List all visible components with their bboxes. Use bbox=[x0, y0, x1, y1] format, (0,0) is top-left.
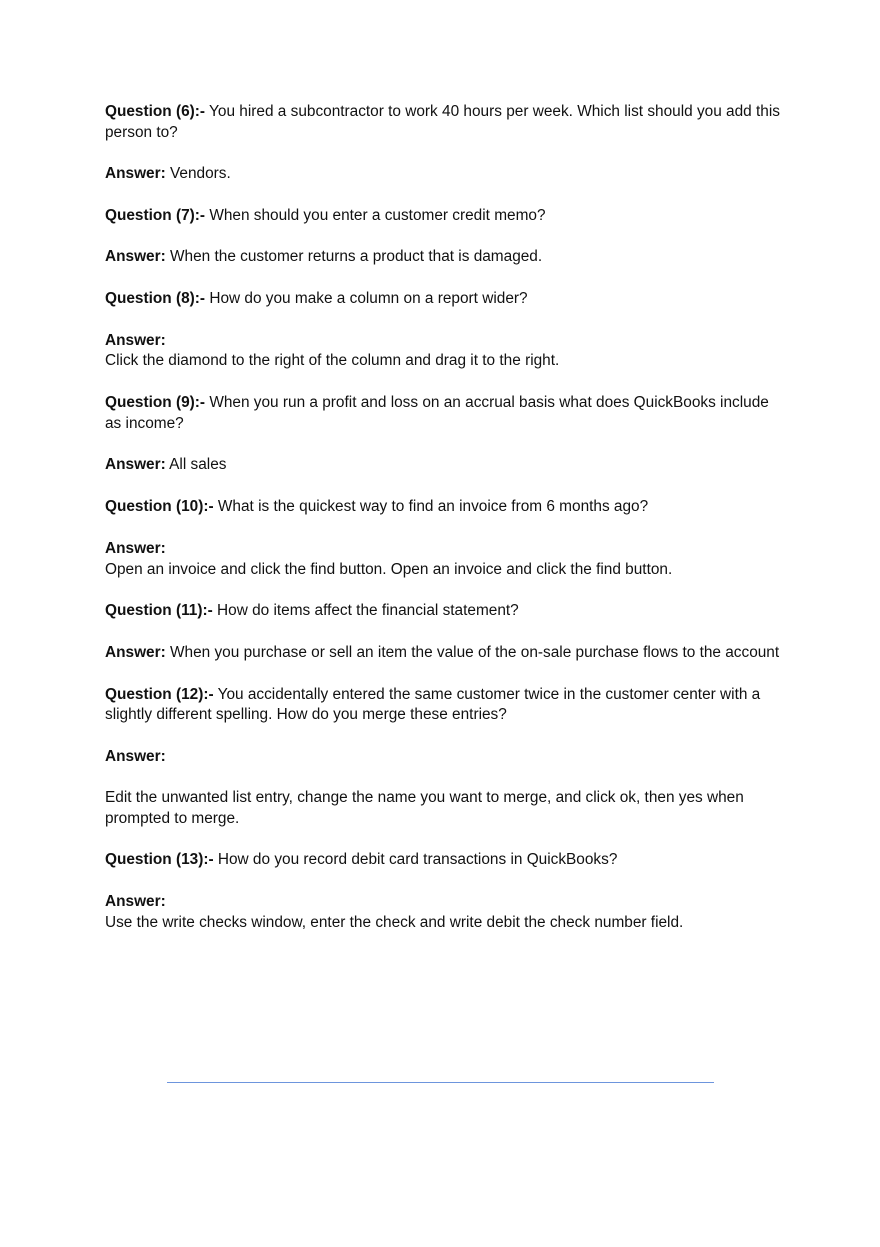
footer-divider-line bbox=[167, 1082, 714, 1083]
question-11 bbox=[105, 601, 785, 622]
question-text: When should you enter a customer credit memo? bbox=[205, 206, 546, 224]
question-12 bbox=[105, 685, 785, 726]
answer-11 bbox=[105, 643, 785, 664]
question-text: You hired a subcontractor to work 40 hours per week. Which list should you add this person to? bbox=[105, 103, 780, 141]
answer-10 bbox=[105, 539, 785, 580]
answer-text: All sales bbox=[165, 456, 227, 474]
question-label: Question (10):- bbox=[105, 498, 214, 516]
question-label: Question (12):- bbox=[105, 685, 214, 703]
answer-label: Answer: bbox=[105, 540, 166, 558]
answer-text: When the customer returns a product that is damaged. bbox=[165, 248, 543, 266]
question-text: How do you make a column on a report wider? bbox=[205, 289, 528, 307]
answer-12 bbox=[105, 747, 785, 830]
answer-text: Click the diamond to the right of the column and drag it to the right. bbox=[105, 352, 560, 370]
question-10 bbox=[105, 497, 785, 518]
answer-text: Edit the unwanted list entry, change the name you want to merge, and click ok, then yes when prompted to merge. bbox=[105, 789, 744, 827]
question-text: How do items affect the financial statement? bbox=[212, 602, 519, 620]
question-text: When you run a profit and loss on an accrual basis what does QuickBooks include as income? bbox=[105, 394, 769, 432]
question-label: Question (8):- bbox=[105, 289, 206, 307]
answer-8 bbox=[105, 331, 785, 372]
answer-label: Answer: bbox=[105, 893, 166, 911]
question-label: Question (11):- bbox=[105, 602, 213, 620]
question-9 bbox=[105, 393, 785, 434]
question-label: Question (7):- bbox=[105, 206, 206, 224]
answer-7 bbox=[105, 247, 785, 268]
answer-text: Open an invoice and click the find button. Open an invoice and click the find button. bbox=[105, 560, 673, 578]
answer-text: Use the write checks window, enter the check and write debit the check number field. bbox=[105, 913, 684, 931]
answer-9 bbox=[105, 455, 785, 476]
question-8 bbox=[105, 289, 785, 310]
question-label: Question (9):- bbox=[105, 394, 206, 412]
answer-6 bbox=[105, 164, 785, 185]
question-text: You accidentally entered the same customer twice in the customer center with a slightly different spelling. How do you merge these entries? bbox=[105, 685, 761, 724]
answer-label: Answer: bbox=[105, 456, 166, 474]
answer-label: Answer: bbox=[105, 248, 166, 266]
document-body bbox=[105, 102, 785, 954]
answer-text: Vendors. bbox=[165, 165, 231, 183]
question-13 bbox=[105, 850, 785, 871]
answer-label: Answer: bbox=[105, 643, 166, 661]
question-label: Question (13):- bbox=[105, 851, 214, 869]
answer-13 bbox=[105, 892, 785, 933]
answer-label: Answer: bbox=[105, 165, 166, 183]
question-7 bbox=[105, 206, 785, 227]
question-label: Question (6):- bbox=[105, 103, 206, 120]
question-text: What is the quickest way to find an invoice from 6 months ago? bbox=[213, 498, 649, 516]
answer-label: Answer: bbox=[105, 747, 166, 765]
question-text: How do you record debit card transactions in QuickBooks? bbox=[213, 851, 618, 869]
answer-label: Answer: bbox=[105, 331, 166, 349]
question-6 bbox=[105, 102, 785, 143]
answer-text: When you purchase or sell an item the value of the on-sale purchase flows to the account bbox=[165, 643, 780, 661]
